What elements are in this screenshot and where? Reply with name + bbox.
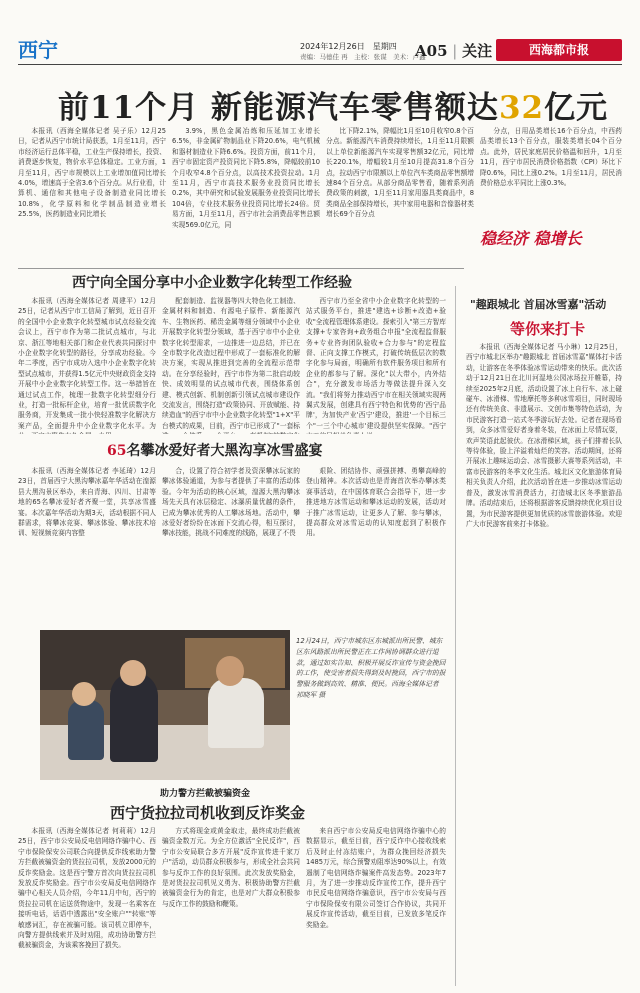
staff-credits: 责编：马德佳 再 主校：张谋 美术：卢鑫 [300,53,426,61]
ice-col-3-text: 艰险、团结协作、顽强拼搏、勇攀高峰的登山精神。本次活动也是青海首次举办攀冰类赛事活动，在中国体育联合会指导下，进一步推进地方冰雪运动和攀冰运动的发展，活动对于推广冰雪运动，让更多人了解、参与攀冰，提高群众对冰雪运动的认知度起到了积极作用。 [306,467,446,538]
side-title-line-1: "趣跟城北 首届冰雪嘉"活动 [470,298,607,311]
digital-col-3-text: 西宁市乃至全省中小企业数字化转型的一站式服务平台，推进"建选+诊断+改造+验收"全流程管理体系建设。探索引入"第三方智库支撑+专家咨询+政务组合申报"全流程监督服务+专业咨询团队验收+合力参与"的定程监督、正向支撑工作模式，打破传统低层次的数字化参与局面，明确所有软件服务项目和所有企业的都参与了解。深化"以大带小，内外结合"，充分激发市场活力等做法提升深入交流。"我们将努力推动西宁市在相关领域实现两翼式发展，创建具有西宁特色和优势的'西宁品牌'，为加快产业'西宁'建设，推进'一个目标三个"一三个中心城市'建设提供坚实保障。"西宁 [306,297,446,430]
page-number: A05 [415,42,448,60]
lead-col-1-text: 本报讯（西海全媒体记者 吴子乐）12月25日，记者从西宁市统计局获悉，1月至11月，西宁市经济运行总体平稳，工业生产保持增长，投资、消费逐步恢复，物价水平总体稳定。工业方面，1月至11月，西宁市规模以上工业增加值同比增长4.0%，增速高于全省3.6个百分点。从行业看，计算机、通信和其他电子设备制造业同比增长10.8%，化学原料和化学制品制造业增长25.5%，医药制造业同比增长 [18,127,166,219]
slogan: 稳经济 稳增长 [480,229,582,248]
page-header [0,0,640,60]
lead-col-3 [326,126,474,272]
lead-col-4 [480,126,622,220]
ice-headline-text: 名攀冰爱好者大黑沟享冰雪盛宴 [126,443,323,459]
section-name: 西宁 [18,38,58,62]
side-title-line-2: 等你来打卡 [510,320,586,338]
police-col-1-text: 本报讯（西海全媒体记者 何莉莉）12月25日，西宁市公安局反电信网络诈骗中心、西宁市保险保安公司联合向提供反诈线索助力警方拦截被骗资金的货拉拉司机，发放2000元的反诈奖励金。这是西宁警方首次向货拉拉司机发放反诈奖励金。西宁市公安局反电信网络诈骗中心相关人员介绍，今年11月中旬，西宁的货拉拉司机在运送货物途中，发现一名乘客在接听电话，话语中透露出"安全账户""转账"等敏感词汇，存在被骗可能。该司机立即停车，向警方提供线索并及时劝阻，成功协助警方拦截被骗资金，为该乘客挽回了损失。 [18,827,156,950]
police-col-2 [162,826,300,986]
lead-col-3-text: 比下降2.1%，降幅比1月至10月收窄0.8个百分点。新能源汽车消费持续增长，1月至11月限额以上单位新能源汽车实现零售额32亿元，同比增长220.1%，增幅较1月至10月提高31.8个百分点，拉动西宁市限额以上单位汽车类商品零售额增速84个百分点。从部分商品零售看，随着系列消费政策的刺激，1月至11月家用器具类商品中，8类商品全部保持增长，其中家用电器和音像器材类增长69个百分点 [326,127,474,219]
ice-col-2-text: 合，设置了符合初学者及资深攀冰玩家的攀冰体验通道，为参与者提供了丰富的活动体验。今年为活动的核心区域，湟源大黑沟攀冰场先天具有冰层稳定、冰瀑质量优越的条件，已成为攀冰优秀的人工攀冰场地。活动中，攀冰爱好者纷纷在冰面下交流心得，相互探讨，攀冰技能，挑战不同难度的线路，展现了不畏 [162,467,300,538]
masthead-logo: 西海都市报 [496,39,622,61]
news-photo [40,630,290,780]
police-col-2-text: 方式将现金或黄金取走，最终成功拦截被骗资金数万元。为全方位激活"全民反诈"，西宁市公安局联合多方开展"反诈宣传进千家万户"活动，动员群众积极参与，形成全社会共同参与反诈工作的良好氛围。此次发放奖励金，是对货拉拉司机见义勇为、积极协助警方拦截被骗资金行为的肯定，也是对广大群众积极参与反诈工作的鼓励和鞭策。 [162,827,300,908]
column-divider [455,286,456,986]
police-col-3-text: 来自西宁市公安局反电信网络诈骗中心的数据显示，截至目前，西宁反诈中心接收线索后及时止付冻结账户，为群众挽回经济损失1485万元，综合预警劝阻率达90%以上，有效遏制了电信网络诈骗案件高发态势。2023年7月，为了进一步推动反诈宣传工作，提升西宁市民反电信网络诈骗意识，西宁市公安局与西宁市保险保安有限公司签订合作协议，共同开展反诈宣传活动，截至目前，已发放多笔反诈奖励金。 [306,827,446,929]
police-kicker: 助力警方拦截被骗资金 [160,789,251,799]
lead-col-4-text: 分点，日用品类增长16个百分点，中西药品类增长13个百分点，服装类增长04个百分点。此外，居民家庭居民价格温和回升，1月至11月，西宁市居民消费价格指数（CPI）环比下降0.6%，同比上涨0.2%。1月至11月，居民消费价格总水平同比上涨0.3%。 [480,127,622,188]
side-body-text: 本报讯（西海全媒体记者 马小琳）12月25日，西宁市城北区举办"趣跟城北 首届冰雪嘉"媒体打卡活动，让游客在冬季体验冰雪运动带来的快乐。此次活动于12月21日在北川河湿地公园冰场拉开帷幕，持续至2025年2月底，活动设置了冰上自行车、冰上碰碰车、冰滑梯、雪地摩托等多种冰雪项目，同时现场还有传统美食、非遗展示、文创市集等特色活动，为市民游客打造一站式冬季游玩好去处。记者在现场看到，众多冰雪爱好者身着冬装，在冰面上尽情玩耍，欢声笑语此起彼伏。在冰滑梯区域，孩子们排着长队等待体验，脸上洋溢着灿烂的笑容。活动期间，还将开展冰上趣味运动会、冰雪摄影大赛等系列活动，丰富市民游客的冬季文化生活。城北区文化旅游体育局相关负责人介绍，此次活动旨在进一步推动冰雪运动普及，激发冰雪消费活力，打造城北区冬季旅游品牌。活动结束后，还将根据游客反馈持续优化项目设置，为市民游客提供更加优质的冰雪旅游体验。欢迎广大市民游客前来打卡体验。 [466,343,622,528]
lead-col-2-text: 3.9%，黑色金属冶炼和压延加工业增长6.5%，非金属矿物制品业下降20.6%，电气机械和器材制造业下降6.6%。投资方面，前11个月，西宁市固定资产投资同比下降5.8%，降幅较前10个月收窄4.8个百分点，以高技术投资拉动。1月至11月，西宁市高技术服务业投资同比增长0.2%，其中研究和试验发展服务业投资同比增长104倍，专业技术服务业投资同比增长24倍。贸易方面，1月至11月，西宁市社会消费品零售总额实现569.0亿元，同 [172,127,320,229]
section-rule-1 [18,268,464,269]
digital-headline: 西宁向全国分享中小企业数字化转型工作经验 [72,275,352,291]
digital-col-2 [162,296,300,434]
lead-headline-number: 32 [498,90,545,126]
digital-col-2-text: 配套制造、监视器等四大特色化工制造、金属材料和制造、有源电子原件、新能源汽车、生物医药、稀贵金属等细分领域中小企业开展数字化转型分领域，基于西宁市中小企业数字化转型需求，一边推进一边总结，并已在全市数字化改造过程中形成了一套标准化的解决方案，实现从推进到完善的全流程示范带动。在分享经验时，西宁市作为第二批启动较快、成效明显的试点城市代表，围绕体系创建、模式创新、机制创新引领试点城市建设作交流发言，围绕打造"政策协同、开放赋能、持续造血"的西宁市中小企业数字化转型"1+X"平台模式的成果，目前，西宁市已形成了"一套标 [162,297,300,430]
ice-col-1-text: 本报讯（西海全媒体记者 李延琦）12月23日，首届西宁大黑沟攀冰嘉年华活动在湟源县大黑沟景区举办，来自青海、四川、甘肃等地的65名攀冰爱好者齐聚一堂，共享冰雪盛宴。本次嘉年华活动为期3天，活动根据不同人群需求，将攀冰竞赛、攀冰体验、攀冰技术培训、短视频竞赛内容整 [18,467,156,538]
ice-headline-number: 65 [107,443,127,459]
ice-col-2 [162,466,300,622]
digital-col-1-text: 本报讯（西海全媒体记者 周建平）12月25日，记者从西宁市工信局了解到，近日召开的全国中小企业数字化转型城市试点经验交流会议上，西宁市作为第二批试点城市，与北京、浙江等地相关部门和企业代表共同探讨中小企业数字化转型的路径，分享成功经验。今年二季度，西宁市成功入选中小企业数字化转型试点城市，并获得1.5亿元中央财政资金支持开展中小企业数字化转型工作。这一举措旨在通过试点工作，梳理一批数字化转型细分行业，打造一批标杆企业，培育一批优质数字化服务商，开发集成一批小快轻准数字化解决方案产品，全面提升中小企业数字化水平。为 [18,297,156,430]
lead-headline-suffix: 亿元 [544,90,609,126]
lead-headline-prefix: 前11个月 新能源汽车零售额达 [58,90,499,126]
digital-col-1 [18,296,156,434]
ice-col-1 [18,466,156,622]
column-name: 关注 [462,42,493,60]
lead-col-2 [172,126,320,272]
police-col-3 [306,826,446,986]
header-rule [18,64,622,65]
photo-caption: 12月24日，西宁市城东区东城派出所民警、城东区东风路派出所民警正在工作间协调群众进行退款，通过如实告知、积极开展反诈宣传与资金挽回的工作，使受害者损失得到及时挽回，西宁市的报警服务做到高效、精准、便民。西海全媒体记者 祁晓军 摄 [296,637,446,699]
page-label: A05 | 关注 [415,42,493,60]
lead-headline [58,82,608,127]
police-col-1 [18,826,156,986]
issue-date: 2024年12月26日 星期四 [300,42,397,51]
ice-headline [107,440,322,460]
police-headline: 西宁货拉拉司机收到反诈奖金 [110,804,306,822]
ice-col-3 [306,466,446,622]
side-body [466,342,622,986]
digital-col-3 [306,296,446,434]
lead-col-1 [18,126,166,272]
